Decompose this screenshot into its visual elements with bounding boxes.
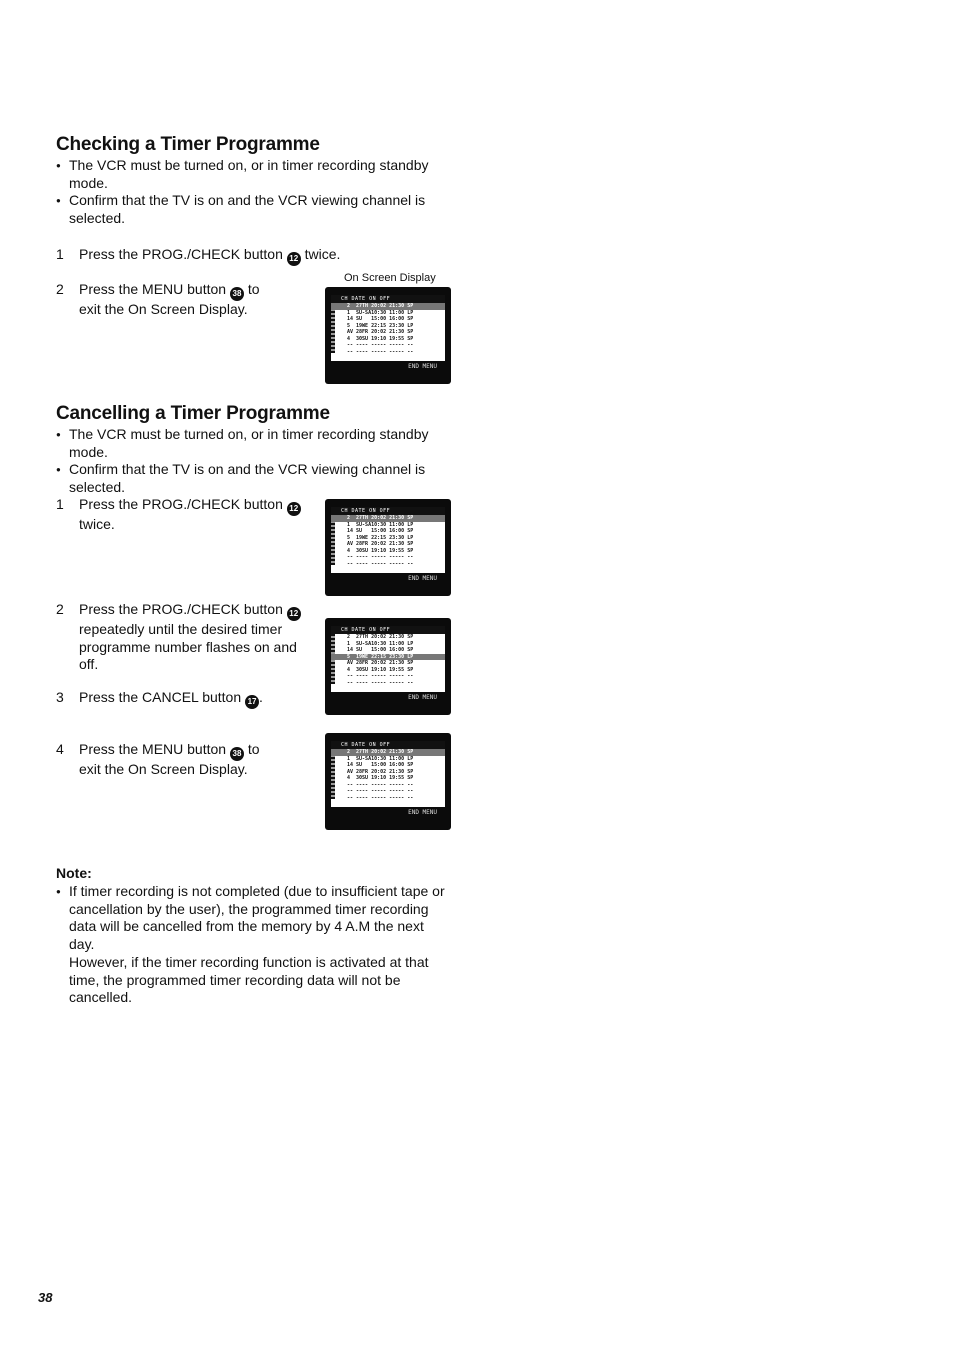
osd-row: 4 30SU 19:10 19:55 SP — [347, 547, 414, 554]
section-title-cancelling: Cancelling a Timer Programme — [56, 403, 330, 424]
button-number-icon: 38 — [230, 287, 244, 301]
button-number-icon: 12 — [287, 607, 301, 621]
osd-row: AV 28FR 20:02 21:30 SP — [347, 660, 414, 666]
step-text: Press the PROG./CHECK button — [79, 246, 283, 262]
bullet-text: ● Confirm that the TV is on and the VCR viewing channel is selected. — [56, 461, 454, 496]
bullet-text: ● The VCR must be turned on, or in timer recording standby mode. — [56, 426, 454, 461]
osd-row: 4 30SU 19:10 19:55 SP — [347, 775, 414, 781]
osd-footer: END MENU — [408, 575, 437, 582]
button-number-icon: 12 — [287, 502, 301, 516]
step-number: 2 — [56, 601, 64, 617]
bullet-text: ● Confirm that the TV is on and the VCR viewing channel is selected. — [56, 192, 454, 227]
osd-header: CH DATE ON OFF — [331, 741, 445, 749]
page-number: 38 — [38, 1290, 53, 1305]
osd-row: 14 SU 15:00 16:00 SP — [347, 647, 414, 653]
osd-row: 1 SU-SA10:30 11:00 LP — [347, 640, 414, 647]
osd-row: 2 27TH 20:02 21:30 SP — [331, 515, 445, 522]
osd-row-flashing: 5 19WE 22:15 23:30 LP — [331, 654, 445, 661]
on-screen-display-3 — [325, 618, 451, 715]
osd-footer: END MENU — [408, 809, 437, 816]
osd-caption: On Screen Display — [344, 272, 436, 284]
osd-row: -- ---- ----- ----- -- — [347, 342, 414, 348]
note-paragraph: However, if the timer recording function is activated at that time, the programmed timer recording data will not be cancelled. — [69, 954, 429, 1006]
osd-row: 1 SU-SA10:30 11:00 LP — [347, 755, 414, 762]
note-bullet: ● If timer recording is not completed (due to insufficient tape or cancellation by the user), the programmed timer recording data will be cancelled from the memory by 4 A.M the next day. — [56, 883, 451, 953]
button-number-icon: 38 — [230, 747, 244, 761]
osd-row: 1 SU-SA10:30 11:00 LP — [347, 309, 414, 316]
osd-row: AV 28FR 20:02 21:30 SP — [347, 541, 414, 547]
step-text: Press the PROG./CHECK button — [79, 496, 283, 512]
step-number: 2 — [56, 281, 64, 297]
step-number: 1 — [56, 246, 64, 262]
button-number-icon: 12 — [287, 252, 301, 266]
step-number: 1 — [56, 496, 64, 512]
step-text: . — [259, 689, 263, 705]
step-text: to exit the On Screen Display. — [79, 741, 260, 777]
step-text: Press the PROG./CHECK button — [79, 601, 283, 617]
section-title-checking: Checking a Timer Programme — [56, 134, 320, 155]
step-number: 4 — [56, 741, 64, 757]
osd-header: CH DATE ON OFF — [331, 507, 445, 515]
osd-row: 14 SU 15:00 16:00 SP — [347, 316, 414, 322]
osd-row: AV 28FR 20:02 21:30 SP — [347, 768, 414, 775]
osd-row: 2 27TH 20:02 21:30 SP — [331, 749, 445, 756]
step-number: 3 — [56, 689, 64, 705]
osd-row: 2 27TH 20:02 21:30 SP — [347, 634, 414, 640]
osd-footer: END MENU — [408, 363, 437, 370]
osd-footer: END MENU — [408, 694, 437, 701]
step-text: repeatedly until the desired timer programme number flashes on and off. — [79, 621, 297, 673]
osd-row: 14 SU 15:00 16:00 SP — [347, 762, 414, 768]
osd-row: 14 SU 15:00 16:00 SP — [347, 528, 414, 534]
osd-row: AV 28FR 20:02 21:30 SP — [347, 329, 414, 335]
on-screen-display-4 — [325, 733, 451, 830]
osd-row: -- ---- ----- ----- -- — [347, 794, 414, 801]
osd-row: 2 27TH 20:02 21:30 SP — [331, 303, 445, 310]
osd-row: 4 30SU 19:10 19:55 SP — [347, 335, 414, 342]
button-number-icon: 17 — [245, 695, 259, 709]
step-text: Press the MENU button — [79, 741, 227, 757]
note-label: Note: — [56, 865, 92, 881]
step-text: to exit the On Screen Display. — [79, 281, 260, 317]
on-screen-display-1 — [325, 287, 451, 384]
step-text: twice. — [304, 246, 341, 262]
step-text: Press the MENU button — [79, 281, 227, 297]
osd-row: -- ---- ----- ----- -- — [347, 348, 414, 355]
osd-header: CH DATE ON OFF — [331, 295, 445, 303]
on-screen-display-2 — [325, 499, 451, 596]
osd-row: 1 SU-SA10:30 11:00 LP — [347, 521, 414, 528]
step-text: twice. — [79, 516, 115, 532]
osd-row: -- ---- ----- ----- -- — [347, 679, 414, 686]
osd-row: -- ---- ----- ----- -- — [347, 781, 414, 788]
osd-row: -- ---- ----- ----- -- — [347, 673, 414, 679]
osd-row: -- ---- ----- ----- -- — [347, 560, 414, 567]
osd-row: 4 30SU 19:10 19:55 SP — [347, 666, 414, 673]
step-text: Press the CANCEL button — [79, 689, 242, 705]
osd-row: -- ---- ----- ----- -- — [347, 788, 414, 794]
bullet-text: ● The VCR must be turned on, or in timer recording standby mode. — [56, 157, 454, 192]
osd-row: -- ---- ----- ----- -- — [347, 554, 414, 560]
osd-row: 5 19WE 22:15 23:30 LP — [347, 322, 414, 329]
osd-row: 5 19WE 22:15 23:30 LP — [347, 534, 414, 541]
osd-header: CH DATE ON OFF — [331, 626, 445, 634]
